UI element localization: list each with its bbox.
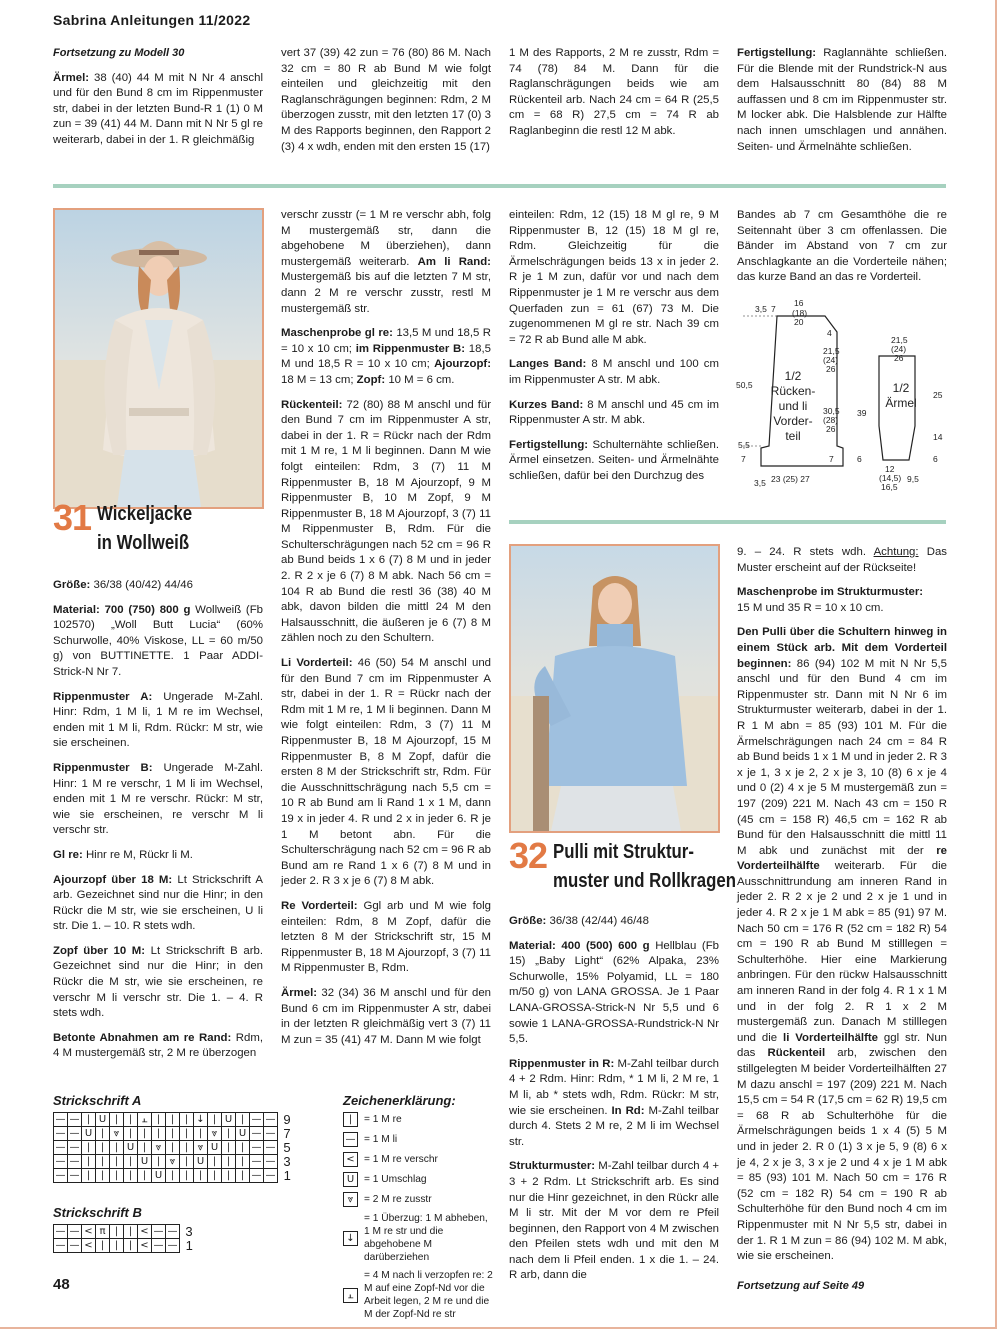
chart-a-cell: U [152,1169,166,1183]
svg-text:26: 26 [894,353,904,363]
svg-text:3,5: 3,5 [755,304,767,314]
chart-a-cell: ⩔ [110,1127,124,1141]
svg-text:3,5: 3,5 [754,478,766,488]
chart-a-cell: | [82,1113,96,1127]
rib-a-31: Rippenmuster A: Ungerade M-Zahl. Hinr: Rdm, 1 M li, 1 M re im Wechsel, enden mit 1 M li, Rdm. Rückr: M str, wie sie erscheinen. [53,690,263,750]
chart-b-cell: — [55,1225,66,1237]
svg-text:9,5: 9,5 [907,474,919,484]
model-32-photo [509,544,720,833]
chart-a-cell: ⩔ [208,1127,222,1141]
chart-a-cell: | [166,1127,180,1141]
svg-text:Ärmel: Ärmel [885,396,917,410]
chart-a-cell: U [194,1155,208,1169]
chart-a-cell: U [82,1127,96,1141]
chart-a-cell: — [69,1141,80,1153]
chart-a-cell: | [82,1169,96,1183]
chart-b-cell: | [96,1239,110,1253]
legend-symbol: ⩔ [343,1192,358,1207]
material-31: Material: 700 (750) 800 g Wollweiß (Fb 102570) „Woll Butt Lucia“ (60% Schurwolle, 40% Viskose, LL = 60 m/50 g) von BUTTINETTE. 1 Paar ADDI-Strick-N Nr 7. [53,603,263,678]
svg-text:50,5: 50,5 [736,380,753,390]
chart-a-row [54,1155,297,1169]
chart-a-cell: | [124,1169,138,1183]
chart-a-cell: | [180,1113,194,1127]
model-32-title [509,835,771,896]
chart-a-row-number: 7 [283,1125,291,1141]
chart-a-cell: | [236,1113,250,1127]
chart-a-cell: — [251,1113,262,1125]
chart-a-cell: — [69,1113,80,1125]
top-col-4: Fertigstellung: Raglannähte schließen. Für die Blende mit der Rundstrick-N aus dem Halsausschnitt 80 (84) 88 M auffassen und 8 cm im Rippenmuster str. M locker abk. Die Halsblende zur Hälfte nach innen umschlagen und annähen. Seiten- und Ärmelnähte schließen. [737,47,947,153]
legend-text: = 2 M re zusstr [364,1194,432,1205]
svg-text:Rücken-: Rücken- [770,384,816,398]
page-header: Sabrina Anleitungen 11/2022 [53,12,251,28]
chart-a-cell: — [251,1155,262,1167]
model-32-name-line2: muster und Rollkragen [553,870,737,892]
rib-b-31: Rippenmuster B: Ungerade M-Zahl. Hinr: 1 M re verschr, 1 M li im Wechsel, enden mit 1 M re verschr. Rückr: M str, wie sie erscheinen, re verschr M li verschr str. [53,761,263,837]
svg-text:26: 26 [826,424,836,434]
top-col-1 [53,46,263,158]
top-col-2: vert 37 (39) 42 zun = 76 (80) 86 M. Nach 32 cm = 80 R ab Bund M wie folgt einteilen und gleichzeitig mit den Raglanschrägungen beginnen: Rdm, 2 M überzogen zusstr, mit den letzten 17 (0) 3 M des Rapports beginnen, den Rapport 2 (3) 4 x wdh, enden mit den ersten 15 (17) [281,47,491,153]
svg-text:(24): (24) [823,355,839,365]
svg-text:6: 6 [933,454,938,464]
chart-a-cell: — [69,1127,80,1139]
chart-a-cell: | [96,1169,110,1183]
legend-title: Zeichenerklärung: [343,1093,456,1108]
model-31-col-4: Bandes ab 7 cm Gesamthöhe die re Seitennaht über 3 cm offenlassen. Die Bänder im Abstand von 7 cm zur Anschlagkante an die Vorderteile nähen; das kurze Band an das re Vorderteil. [737,209,947,284]
svg-text:teil: teil [785,429,801,443]
chart-b-cell: | [124,1239,138,1253]
chart-a-cell: — [55,1127,66,1139]
chart-a-cell: | [138,1169,152,1183]
legend-item [343,1192,493,1207]
chart-a-row [54,1169,297,1183]
chart-a-cell: — [55,1155,66,1167]
legend-text: = 1 M re [364,1114,402,1125]
chart-a-cell: — [251,1127,262,1139]
chart-a-cell: | [96,1141,110,1155]
chart-b-title: Strickschrift B [53,1205,142,1220]
model-32-col-3: Größe: 36/38 (42/44) 46/48 Material: 400 (500) 600 g Hellblau (Fb 15) „Baby Light“ (62% Alpaka, 23% Schurwolle, 15% Polyamid, LL = 180 m/50 g) von LANA GROSSA. Je 1 Paar LANA-GROSSA-Strick-N Nr 5,5 und 6 sowie 1 LANA-GROSSA-Rundstrick-N Nr 5,5. Rippenmuster in R: M-Zahl teilbar durch 4 + 2 Rdm. Hinr: Rdm, * 1 M li, 2 M re, 1 M li, ab * stets wdh, Rdm. Rückr: M str, wie sie erscheinen. In Rd: M-Zahl teilbar durch 4. Stets 2 M re, 2 M li im Wechsel str. Strukturmuster: M-Zahl teilbar durch 4 + 3 + 2 Rdm. Lt Strickschrift arb. Es sind nur die Hinr gezeichnet, in den Rückr alle M li str. Mit der M vor dem re Pfeil beginnen, den Rapport von 4 M zwischen den Pfeilen stets wdh und mit den M nach dem li Pfeil enden. 1 x die 1. – 24. R arb, dann die [509,915,719,1282]
model-31-name-line2: in Wollweiß [97,532,190,554]
sleeve-text: Ärmel: 38 (40) 44 M mit N Nr 4 anschl und für den Bund 8 cm im Rippenmuster str, dabei in der letzten Bund-R 1 (1) 0 M zun = 39 (41) 44 M. Dann mit N Nr 5 gl re weiterarb, dabei in der 1. R gleichmäßig [53,71,263,146]
page-number: 48 [53,1276,70,1293]
chart-a-row [54,1141,297,1155]
legend-text: = 1 M li [364,1134,398,1145]
chart-a-cell: | [236,1155,250,1169]
svg-text:4: 4 [827,328,832,338]
chart-a-cell: | [194,1127,208,1141]
chart-a-cell: ⩔ [166,1155,180,1169]
ajour-31: Ajourzopf über 18 M: Lt Strickschrift A arb. Gezeichnet sind nur die Hinr; in den Rückr die M str, wie sie erscheinen, U li str. Die 1. – 10. R stets wdh. [53,873,263,933]
chart-a-cell: — [55,1169,66,1181]
chart-b-cell: — [69,1239,80,1251]
chart-a-cell: — [69,1169,80,1181]
svg-text:23 (25) 27: 23 (25) 27 [771,474,810,484]
svg-text:25: 25 [933,390,943,400]
chart-b-cell: < [138,1239,152,1253]
svg-text:(14,5): (14,5) [879,473,902,483]
chart-a-title: Strickschrift A [53,1093,142,1108]
chart-a-cell: | [180,1141,194,1155]
chart-b-cell: | [110,1225,124,1239]
continuation-label: Fortsetzung zu Modell 30 [53,47,185,59]
legend-symbol: < [343,1152,358,1167]
chart-a-cell: U [208,1141,222,1155]
svg-text:20: 20 [794,317,804,327]
chart-b-cell: — [153,1225,164,1237]
chart-a-cell: | [152,1127,166,1141]
model-32-name-line1: Pulli mit Struktur- [553,841,694,863]
chart-a-cell: | [124,1127,138,1141]
chart-b-cell: — [167,1239,178,1251]
svg-text:39: 39 [857,408,867,418]
chart-a-cell: | [110,1113,124,1127]
chart-a-cell: — [265,1113,276,1125]
chart-b [53,1224,199,1253]
chart-a-cell: U [96,1113,110,1127]
chart-a-cell: | [222,1141,236,1155]
svg-text:7: 7 [829,454,834,464]
svg-text:16,5: 16,5 [881,482,898,492]
size-31: Größe: 36/38 (40/42) 44/46 [53,579,193,591]
chart-b-cell: — [55,1239,66,1251]
chart-a-cell: | [180,1169,194,1183]
chart-a-cell: | [82,1155,96,1169]
chart-a-cell: | [110,1155,124,1169]
legend-item [343,1269,493,1321]
legend-item [343,1112,493,1127]
chart-a-cell: | [138,1127,152,1141]
chart-a-cell: | [110,1141,124,1155]
model-31-col-3: einteilen: Rdm, 12 (15) 18 M gl re, 9 M Rippenmuster B, 12 (15) 18 M gl re, Rdm. Gleichzeitig für die Ärmelschrägungen beids 13 x in jeder 2. R je 1 M zun, dafür vor und nach dem Rippenmuster je 1 M re verschr aus dem Querfaden zun = 61 (67) 73 M. Die zugenommenen M gl re str. Nach 39 cm = 72 R ab Bund alle M abk. Langes Band: 8 M anschl und 100 cm im Rippenmuster A str. M abk. Kurzes Band: 8 M anschl und 45 cm im Rippenmuster A str. M abk. Fertigstellung: Schulternähte schließen. Ärmel einsetzen. Seiten- und Ärmelnähte schließen, dafür bei den Durchzug des [509,209,719,482]
chart-a-cell: | [166,1169,180,1183]
chart-a-cell: — [265,1141,276,1153]
model-31-name-line1: Wickeljacke [97,503,193,525]
chart-b-cell: | [110,1239,124,1253]
chart-a-cell: U [138,1155,152,1169]
legend-item [343,1212,493,1264]
chart-a-cell: | [208,1113,222,1127]
svg-text:Vorder-: Vorder- [773,414,813,428]
chart-a-cell: | [222,1155,236,1169]
chart-a-cell: | [110,1169,124,1183]
chart-a-cell: — [251,1141,262,1153]
svg-text:21,5: 21,5 [823,346,840,356]
svg-text:1/2: 1/2 [892,381,910,395]
svg-text:12: 12 [885,464,895,474]
svg-text:(18): (18) [792,308,808,318]
chart-a-row [54,1113,297,1127]
chart-b-cell: | [124,1225,138,1239]
chart-b-row-number: 1 [185,1237,193,1253]
chart-a-cell: | [138,1141,152,1155]
svg-text:7: 7 [771,304,776,314]
chart-a-cell: | [82,1141,96,1155]
schnitt-diagram [733,296,948,496]
chart-b-cell: < [138,1225,152,1239]
legend-text: = 1 Umschlag [364,1174,427,1185]
model-31-photo [53,208,264,509]
chart-a-cell: | [222,1169,236,1183]
svg-text:6: 6 [857,454,862,464]
svg-text:7: 7 [741,454,746,464]
chart-b-cell: — [167,1225,178,1237]
chart-a-cell: — [265,1127,276,1139]
model-32-col-4: 9. – 24. R stets wdh. Achtung: Das Muster erscheint auf der Rückseite! Maschenprobe im Strukturmuster: 15 M und 35 R = 10 x 10 cm. Den Pulli über die Schultern hinweg in einem Stück arb. Mit dem Vorderteil beginnen: 86 (94) 102 M mit N Nr 5,5 anschl und für den Bund 4 cm im Rippenmuster str. Dann mit N Nr 6 im Strukturmuster weiterarb, dabei in der 1. R 1 M abn = 85 (93) 101 M. Für die Ärmelschrägungen nach 24 cm = 84 R ab Bund beids 1 x 1 M und in jeder 2. R 3 x je 1, 3 x je 2, 2 x je 3, 10 (8) 6 x je 4 und 0 (2) 4 x je 5 M mustergemäß zun = 197 (209) 221 M. Nach 43 cm = 150 R (45 cm = 158 R) 46,5 cm = 162 R ab Bund für den Halsausschnitt die mittl 11 M abk und zunächst mit der re Vorderteilhälfte weiterarb. Für die Ausschnittrundung am inneren Rand in jeder 2. R 2 x je 2 und 2 x je 1 und in jeder 4. R 2 x je 1 M abk = 85 (91) 97 M. Nach 50 cm = 176 R (52 cm = 182 R) 54 cm = 190 R ab Bund M stilllegen = Schulterhöhe. Hier eine Markierung anbringen. Für den rückw Halsausschnitt am inneren Rand in der folg 4. R 1 x 1 M und in der folg 2. R 1 x 2 M mustergemäß zun. Danach M stilllegen und die li Vorderteilhälfte ggl str. Nun das Rückenteil arb, zwischen den stillgelegten M beider Vorderteilhälften 27 M dazu anschl = 197 (209) 221 M. Nach 15,5 cm = 54 R (17,5 cm = 62 R) 19,5 cm = 68 R ab Schulterhöhe für die Ärmelschrägungen beids 1 x 4 (5) 5 M und in jeder 2. R 0 (1) 3 x je 5, 9 (8) 6 x je 4, 2 x je 3, 3 x je 2 und 4 x je 1 M abk = 85 (93) 101 M. Nach 50 cm = 176 R (52 cm = 182 R) 54 cm = 190 R ab Schulterhöhe für den Bund noch 4 cm im Rippenmuster mit N Nr 5,5 str, dabei in der 1. R 1 M zun = 86 (94) 102 M. M abk, wie sie erscheinen. Fortsetzung auf Seite 49 [737,545,947,1303]
svg-text:14: 14 [933,432,943,442]
section-divider-2 [509,520,946,524]
chart-a-row-number: 5 [283,1139,291,1155]
chart-a-cell: | [180,1127,194,1141]
model-31-number: 31 [53,497,92,538]
chart-a-cell: — [69,1155,80,1167]
svg-text:(28): (28) [823,415,839,425]
svg-text:(24): (24) [891,344,907,354]
chart-a-cell: ⩔ [152,1141,166,1155]
chart-a-cell: ↓ [194,1113,208,1127]
chart-b-cell: < [82,1239,96,1253]
chart-a-cell: | [166,1113,180,1127]
svg-text:und li: und li [778,399,808,413]
legend-symbol: ⫠ [343,1288,358,1303]
chart-a-cell: | [152,1113,166,1127]
chart-b-cell: — [69,1225,80,1237]
chart-a-cell: U [124,1141,138,1155]
chart-a-cell: | [208,1169,222,1183]
chart-a-cell: U [236,1127,250,1141]
svg-text:1/2: 1/2 [784,369,802,383]
chart-a [53,1112,297,1183]
section-divider [53,184,946,188]
glre-31: Gl re: Hinr re M, Rückr li M. [53,848,193,861]
model-31-title [53,497,210,558]
chart-a-cell: ⫠ [138,1113,152,1127]
chart-a-cell: | [194,1169,208,1183]
chart-a-cell: | [222,1127,236,1141]
legend-item [343,1172,493,1187]
legend-text: = 1 M re verschr [364,1154,438,1165]
model-32-number: 32 [509,835,548,876]
chart-a-row-number: 1 [283,1167,291,1183]
chart-a-cell: — [265,1169,276,1181]
svg-text:21,5: 21,5 [891,335,908,345]
top-col-3: 1 M des Rapports, 2 M re zusstr, Rdm = 74 (78) 84 M. Dann für die Raglanschrägungen beids wie am Rückenteil arb. Nach 24 cm = 64 R (25,5 cm = 68 R) 27,5 cm = 74 R ab Raglanbeginn die restl 12 M abk. [509,47,719,137]
chart-a-cell: | [236,1169,250,1183]
legend-symbol: — [343,1132,358,1147]
chart-a-cell: | [124,1155,138,1169]
legend-symbol: U [343,1172,358,1187]
zopf-31: Zopf über 10 M: Lt Strickschrift B arb. Gezeichnet sind nur die Hinr; in den Rückr die M str, wie sie erscheinen, re verschr M li verschr str. Die 1. – 4. R stets wdh. [53,944,263,1020]
chart-a-cell: — [265,1155,276,1167]
legend-text: = 1 Überzug: 1 M abheben, 1 M re str und die abgehobene M darüberziehen [364,1213,488,1263]
chart-a-cell: | [152,1155,166,1169]
chart-b-cell: π [96,1225,110,1239]
chart-b-row-number: 3 [185,1223,193,1239]
chart-a-cell: | [96,1127,110,1141]
continuation-next: Fortsetzung auf Seite 49 [737,1279,865,1292]
betont-31: Betonte Abnahmen am re Rand: Rdm, 4 M mustergemäß str, 2 M re überzogen [53,1031,263,1060]
model-31-col-2: verschr zusstr (= 1 M re verschr abh, folg M mustergemäß str, dann die abgehobene M überziehen), dann mustergemäß weiterarb. Am li Rand: Mustergemäß bis auf die letzten 7 M str, dann 2 M re verschr zusstr, restl M mustergemäß str. Maschenprobe gl re: 13,5 M und 18,5 R = 10 x 10 cm; im Rippenmuster B: 18,5 M und 18,5 R = 10 x 10 cm; Ajourzopf: 18 M = 13 cm; Zopf: 10 M = 6 cm. Rückenteil: 72 (80) 88 M anschl und für den Bund 7 cm im Rippenmuster A str, dabei in der 1. R = Rückr nach der Rdm mit 1 M re, 1 M li beginnen. Dann M wie folgt einteilen: Rdm, 3 (7) 11 M Rippenmuster B, 18 M Ajourzopf, 9 M Rippenmuster B, 10 M Zopf, 9 M Rippenmuster B, 18 M Ajourzopf, 3 (7) 11 M Rippenmuster B, Rdm. Für die Schulterschrägungen nach 52 cm = 96 R ab Bund beids 1 x 6 (7) 8 M und in jeder 2. R 2 x je 6 (7) 8 M abk. Nach 56 cm = 104 R ab Bund die restl 36 (38) 40 M abk, davon bilden die mittl 24 M den Halsausschnitt, die äußeren je 6 (7) 8 M zählen noch zu den Schultern. Li Vorderteil: 46 (50) 54 M anschl und für den Bund 7 cm im Rippenmuster A str, dabei in der 1. R = Rückr nach der Rdm mit 1 M re, 1 M li beginnen. Dann M wie folgt einteilen: Rdm, 3 (7) 11 M Rippenmuster B, 18 M Ajourzopf, 15 M Rippenmuster B, 8 M Zopf, dafür die ersten 8 M der Strickschrift str, Rdm. Für die Ausschnittschrägung nach 5,5 cm = 10 R ab Bund am li Rand 1 x 1 M, dann 19 x in jeder 4. R und 2 x in jeder 6. R je 1 M betont abn. Für die Schulterschrägung nach 52 cm = 96 R ab Bund am re Rand 1 x 6 (7) 8 M und in jeder 2. R 3 x je 6 (7) 8 M abk. Re Vorderteil: Ggl arb und M wie folg einteilen: Rdm, 8 M Zopf, dafür die letzten 8 M der Strickschrift str, 15 M Rippenmuster B, 18 M Ajourzopf, 3 (7) 11 M Rippenmuster B, Rdm. Ärmel: 32 (34) 36 M anschl und für den Bund 6 cm im Rippenmuster A str, dabei in der letzten R gleichmäßig vert 3 (7) 11 M zun = 35 (41) 47 M. Dann M wie folgt [281,209,492,1046]
chart-a-cell: — [55,1141,66,1153]
chart-a-cell: | [124,1113,138,1127]
chart-b-row [54,1239,199,1253]
chart-a-cell: ⩔ [194,1141,208,1155]
chart-a-cell: | [180,1155,194,1169]
chart-a-cell: U [222,1113,236,1127]
legend-symbol: ↓ [343,1231,358,1246]
chart-b-cell: < [82,1225,96,1239]
svg-text:5,5: 5,5 [738,440,750,450]
svg-text:26: 26 [826,364,836,374]
legend [343,1112,493,1326]
chart-a-cell: — [251,1169,262,1181]
svg-text:16: 16 [794,298,804,308]
legend-item [343,1132,493,1147]
chart-a-cell: | [96,1155,110,1169]
chart-a-cell: | [208,1155,222,1169]
chart-b-row [54,1225,199,1239]
chart-a-row-number: 9 [283,1111,291,1127]
legend-symbol: | [343,1112,358,1127]
legend-item [343,1152,493,1167]
chart-a-cell: | [236,1141,250,1155]
model-31-col-1 [53,578,263,1071]
chart-a-row-number: 3 [283,1153,291,1169]
legend-text: = 4 M nach li verzopfen re: 2 M auf eine Zopf-Nd vor die Arbeit legen, 2 M re und die M der Zopf-Nd re str [364,1270,493,1320]
chart-a-row [54,1127,297,1141]
chart-a-cell: — [55,1113,66,1125]
chart-b-cell: — [153,1239,164,1251]
chart-a-cell: | [166,1141,180,1155]
svg-text:30,5: 30,5 [823,406,840,416]
